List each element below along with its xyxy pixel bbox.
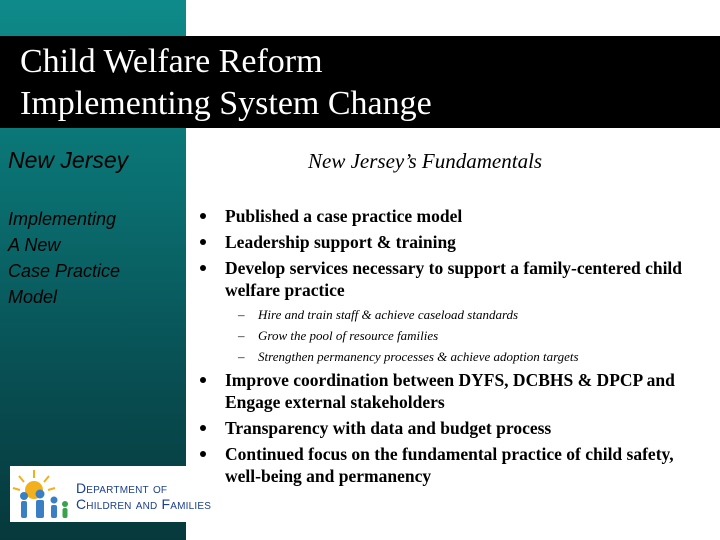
left-sub-line: Implementing (8, 209, 117, 229)
left-heading: New Jersey (8, 147, 129, 173)
sub-bullet-list (238, 304, 579, 367)
bullet-item: Published a case practice model (196, 205, 706, 227)
left-sub-line: A New (8, 235, 61, 255)
sub-bullet-item: – Hire and train staff & achieve caseload standards (238, 304, 579, 325)
left-subheading (8, 206, 120, 310)
department-logo (10, 466, 210, 522)
bullet-item: Continued focus on the fundamental practice of child safety, well-being and permanency (196, 443, 706, 487)
bullet-list-top (196, 205, 706, 301)
bullet-item: Improve coordination between DYFS, DCBHS & DPCP and Engage external stakeholders (196, 369, 706, 413)
slide-title-line-2: Implementing System Change (20, 85, 432, 122)
bullet-list-bottom (196, 369, 706, 487)
bullet-item: Transparency with data and budget process (196, 417, 706, 439)
logo-text: Department of Children and Families (76, 480, 212, 512)
bullet-item: Leadership support & training (196, 231, 706, 253)
slide-title-line-1: Child Welfare Reform (20, 43, 323, 80)
bullet-item: Develop services necessary to support a family-centered child welfare practice (196, 257, 706, 301)
left-sub-line: Model (8, 287, 58, 307)
sub-bullet-item: – Grow the pool of resource families (238, 325, 579, 346)
sub-bullet-item: – Strengthen permanency processes & achieve adoption targets (238, 346, 579, 367)
family-sun-icon (10, 466, 74, 522)
section-title: New Jersey’s Fundamentals (308, 149, 543, 173)
left-sub-line: Case Practice (8, 261, 121, 281)
